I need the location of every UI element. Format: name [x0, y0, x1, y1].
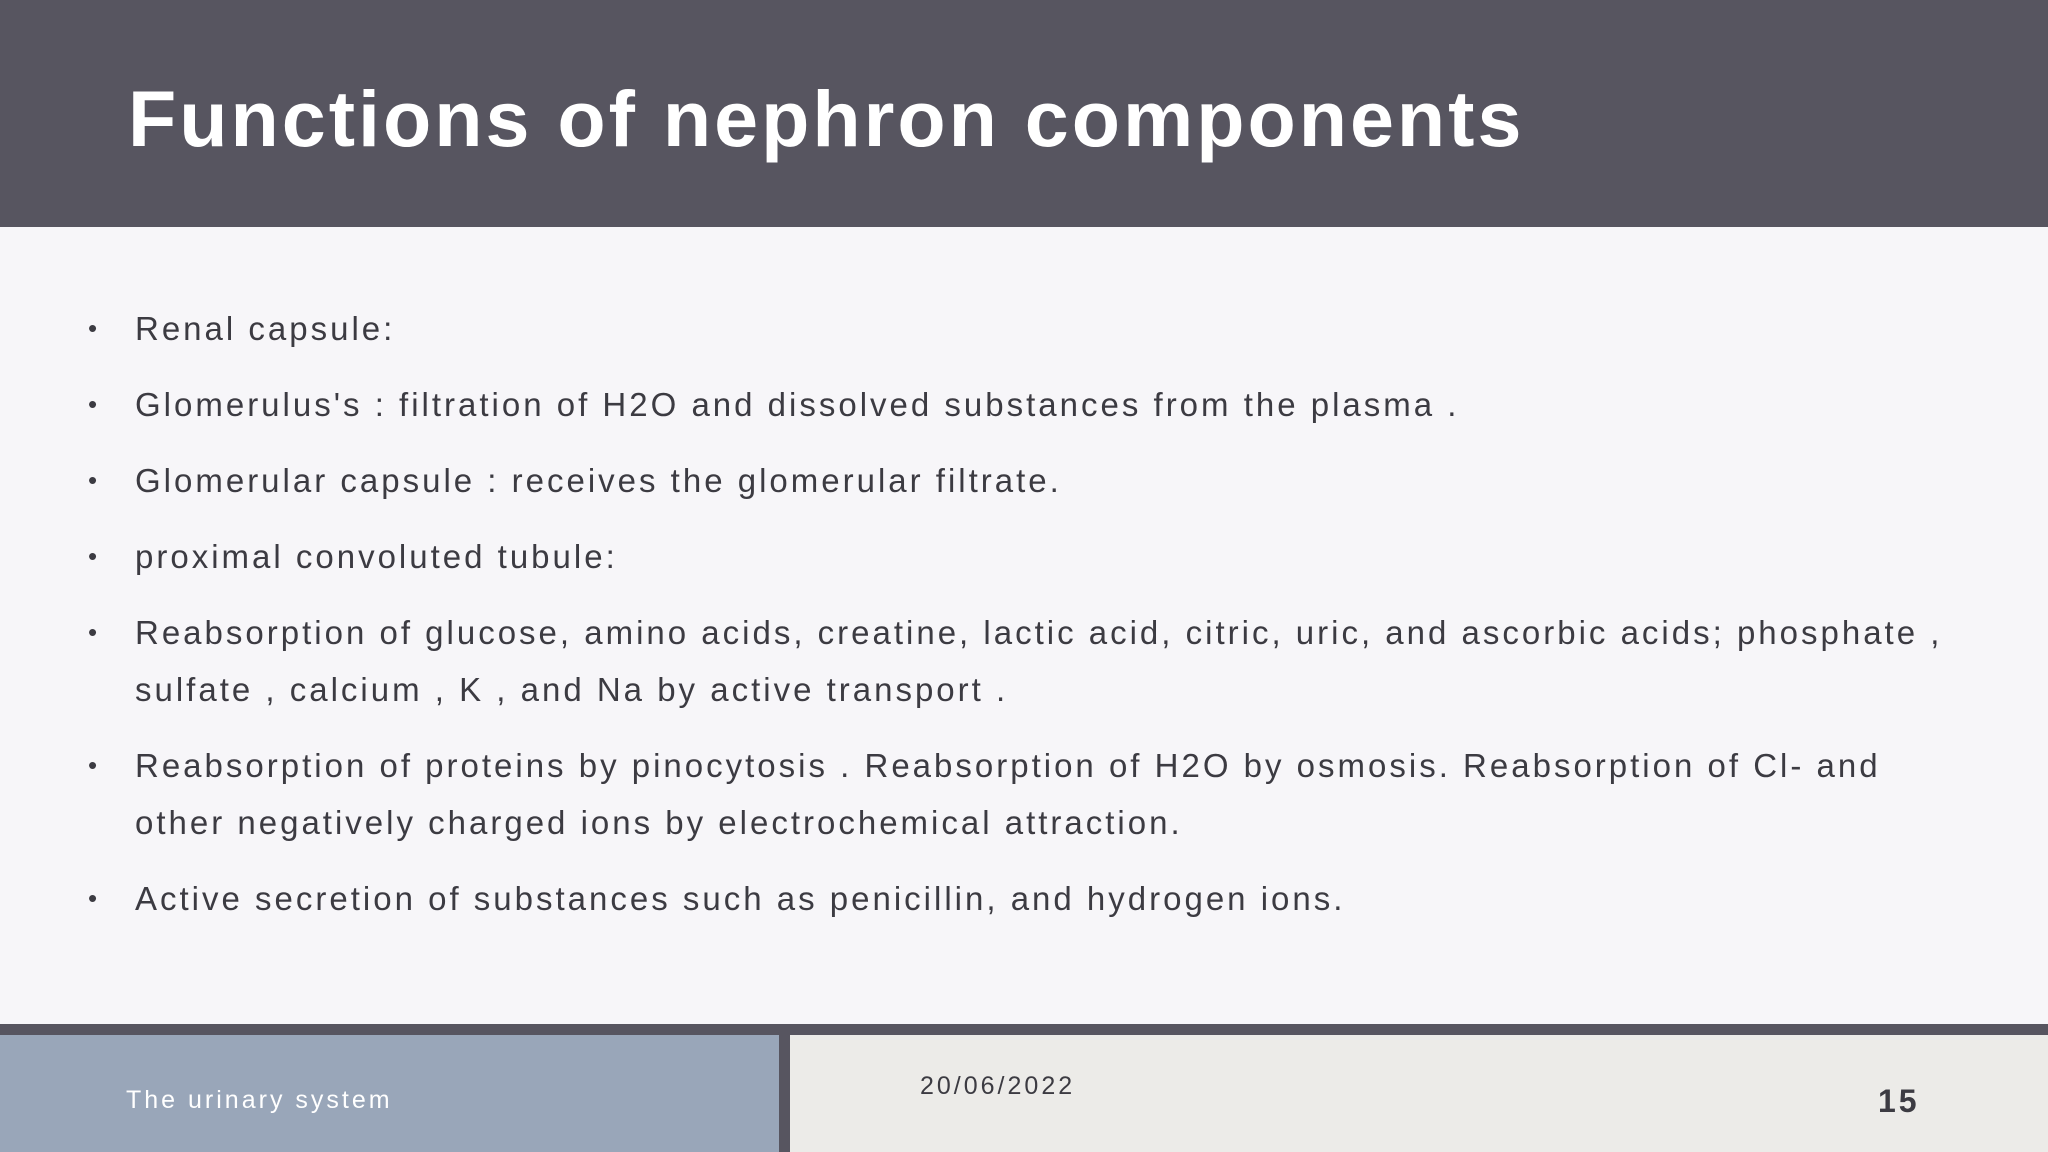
bullet-text: Active secretion of substances such as penicillin, and hydrogen ions. — [135, 880, 1346, 917]
bullet-item — [85, 376, 1965, 433]
bullet-icon: • — [88, 465, 101, 495]
bullet-item — [85, 870, 1965, 927]
bullet-icon: • — [88, 389, 101, 419]
bullet-text: proximal convoluted tubule: — [135, 538, 618, 575]
bullet-text: Glomerular capsule : receives the glomerular filtrate. — [135, 462, 1062, 499]
bullet-icon: • — [88, 541, 101, 571]
bullet-item — [85, 737, 1965, 851]
slide-content — [85, 300, 1965, 946]
bullet-list — [85, 300, 1965, 927]
title-bar — [0, 0, 2048, 227]
bullet-text: Renal capsule: — [135, 310, 396, 347]
bullet-icon: • — [88, 617, 101, 647]
bullet-item — [85, 452, 1965, 509]
page-number: 15 — [1878, 1083, 1920, 1119]
footer-vertical-divider — [779, 1035, 790, 1152]
bullet-item — [85, 300, 1965, 357]
bullet-icon: • — [88, 883, 101, 913]
footer-text: The urinary system — [126, 1086, 393, 1114]
bullet-text: Glomerulus's : filtration of H2O and dissolved substances from the plasma . — [135, 386, 1460, 423]
bullet-text: Reabsorption of glucose, amino acids, creatine, lactic acid, citric, uric, and ascorbic acids; phosphate , sulfate , calcium , K , and Na by active transport . — [135, 614, 1943, 708]
bullet-item — [85, 528, 1965, 585]
footer-divider-line — [0, 1024, 2048, 1035]
footer-date: 20/06/2022 — [920, 1072, 1076, 1100]
bullet-item — [85, 604, 1965, 718]
bullet-icon: • — [88, 750, 101, 780]
bullet-icon: • — [88, 313, 101, 343]
slide-title: Functions of nephron components — [128, 74, 1525, 163]
bullet-text: Reabsorption of proteins by pinocytosis . Reabsorption of H2O by osmosis. Reabsorption of Cl- and other negatively charged ions by electrochemical attraction. — [135, 747, 1881, 841]
